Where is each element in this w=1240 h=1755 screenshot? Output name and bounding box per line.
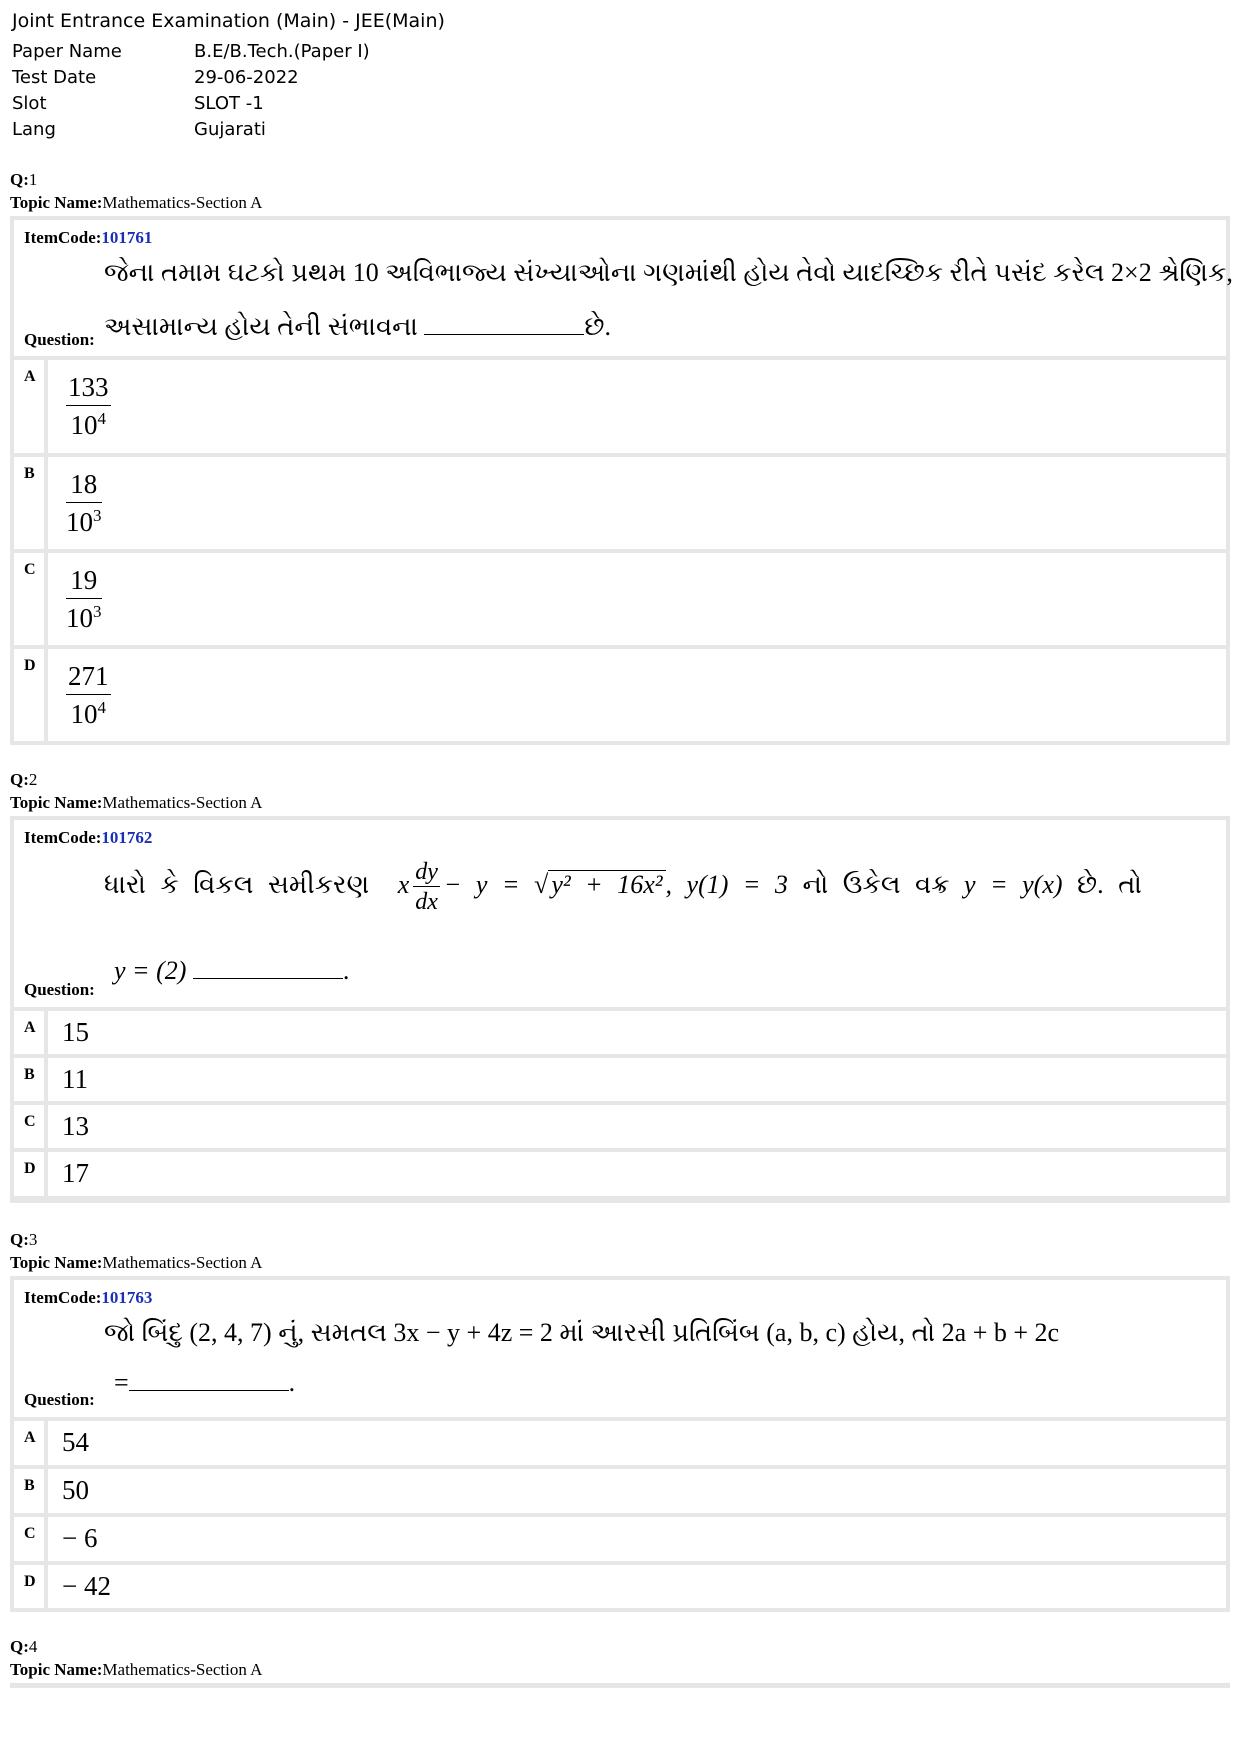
option-label: D	[24, 1573, 36, 1590]
info-row	[12, 64, 370, 90]
question-text-line1: જો બિંદુ (2, 4, 7) નું, સમતલ 3x − y + 4z = 2 માં આરસી પ્રતિબિંબ (a, b, c) હોય, તો 2a + b + 2c	[104, 1318, 1060, 1347]
option-a[interactable]	[14, 360, 1226, 453]
option-value: 50	[62, 1475, 89, 1505]
question-label: Question:	[24, 1390, 95, 1409]
topic-name: Topic Name:Mathematics-Section A	[10, 1253, 263, 1272]
exam-title: Joint Entrance Examination (Main) - JEE(Main)	[12, 10, 445, 32]
option-label: A	[24, 1429, 36, 1446]
option-label: A	[24, 1019, 36, 1036]
question-cell	[14, 820, 1226, 1007]
info-row	[12, 116, 370, 142]
question-label: Question:	[24, 980, 95, 999]
option-d[interactable]	[14, 649, 1226, 741]
info-value: SLOT -1	[194, 92, 264, 114]
option-c[interactable]	[14, 1517, 1226, 1561]
option-label: D	[24, 1160, 36, 1177]
question-number: Q:4	[10, 1637, 38, 1656]
info-value: Gujarati	[194, 118, 266, 140]
option-label: C	[24, 561, 36, 578]
option-fraction: $\frac{19}{10^3}$	[66, 565, 102, 633]
option-a[interactable]	[14, 1011, 1226, 1054]
option-c[interactable]	[14, 553, 1226, 645]
info-row	[12, 38, 370, 64]
option-b[interactable]	[14, 1058, 1226, 1101]
info-value: B.E/B.Tech.(Paper I)	[194, 40, 370, 62]
option-d[interactable]	[14, 1565, 1226, 1608]
topic-name: Topic Name:Mathematics-Section A	[10, 793, 263, 812]
info-value: 29-06-2022	[194, 66, 299, 88]
option-fraction: $\frac{271}{10^4}$	[68, 661, 109, 729]
option-value: 11	[62, 1064, 88, 1094]
option-d[interactable]	[14, 1152, 1226, 1196]
question-number: Q:2	[10, 770, 38, 789]
question-number: Q:1	[10, 170, 38, 189]
item-code: ItemCode:101761	[24, 228, 153, 247]
info-key: Paper Name	[12, 40, 122, 62]
topic-name: Topic Name:Mathematics-Section A	[10, 1660, 263, 1679]
paper-header	[12, 10, 445, 142]
option-label: C	[24, 1525, 36, 1542]
question-label: Question:	[24, 330, 95, 349]
option-value: 15	[62, 1017, 89, 1047]
topic-name: Topic Name:Mathematics-Section A	[10, 193, 263, 212]
option-label: A	[24, 368, 36, 385]
derivative-fraction: $\frac{dy}{dx}$	[415, 859, 438, 915]
option-label: D	[24, 657, 36, 674]
question-text-line2: y = (2) .	[114, 956, 350, 985]
option-value: 17	[62, 1158, 89, 1188]
info-row	[12, 90, 370, 116]
option-label: B	[24, 1066, 35, 1083]
question-cell	[14, 1280, 1226, 1417]
question-cell	[14, 220, 1233, 356]
option-fraction: $\frac{18}{10^3}$	[66, 469, 102, 537]
info-key: Slot	[12, 92, 47, 114]
question-text-line1: ધારો કે વિકલ સમીકરણ x $\frac{dy}{dx}$ − y = √ y² + 16x² , y(1) = 3 નો ઉકેલ વક્ર y = y(x) છે. તો	[104, 859, 1142, 915]
option-label: C	[24, 1113, 36, 1130]
option-b[interactable]	[14, 457, 1226, 549]
question-box	[10, 216, 1233, 745]
option-value: 13	[62, 1111, 89, 1141]
question-text-line1: જેના તમામ ઘટકો પ્રથમ 10 અવિભાજ્ય સંખ્યાઓના ગણમાંથી હોય તેવો યાદચ્છિક રીતે પસંદ કરેલ 2×2 શ્રેણિક,	[104, 258, 1233, 287]
option-c[interactable]	[14, 1105, 1226, 1148]
option-label: B	[24, 465, 35, 482]
option-a[interactable]	[14, 1421, 1226, 1465]
paper-info-table	[12, 38, 370, 142]
question-text-line2: = .	[114, 1368, 296, 1397]
question-text-line2: અસામાન્ય હોય તેની સંભાવના છે.	[104, 312, 612, 341]
question-box	[10, 1276, 1230, 1612]
option-value: − 6	[62, 1523, 98, 1553]
option-value: 54	[62, 1427, 89, 1457]
question-number: Q:3	[10, 1230, 38, 1249]
item-code: ItemCode:101763	[24, 1288, 153, 1307]
info-key: Lang	[12, 118, 56, 140]
option-b[interactable]	[14, 1469, 1226, 1513]
option-value: − 42	[62, 1571, 111, 1601]
question-box	[10, 816, 1230, 1203]
question-box	[10, 1683, 1230, 1688]
option-fraction: $\frac{133}{10^4}$	[68, 372, 109, 440]
item-code: ItemCode:101762	[24, 828, 153, 847]
info-key: Test Date	[12, 66, 97, 88]
option-label: B	[24, 1477, 35, 1494]
